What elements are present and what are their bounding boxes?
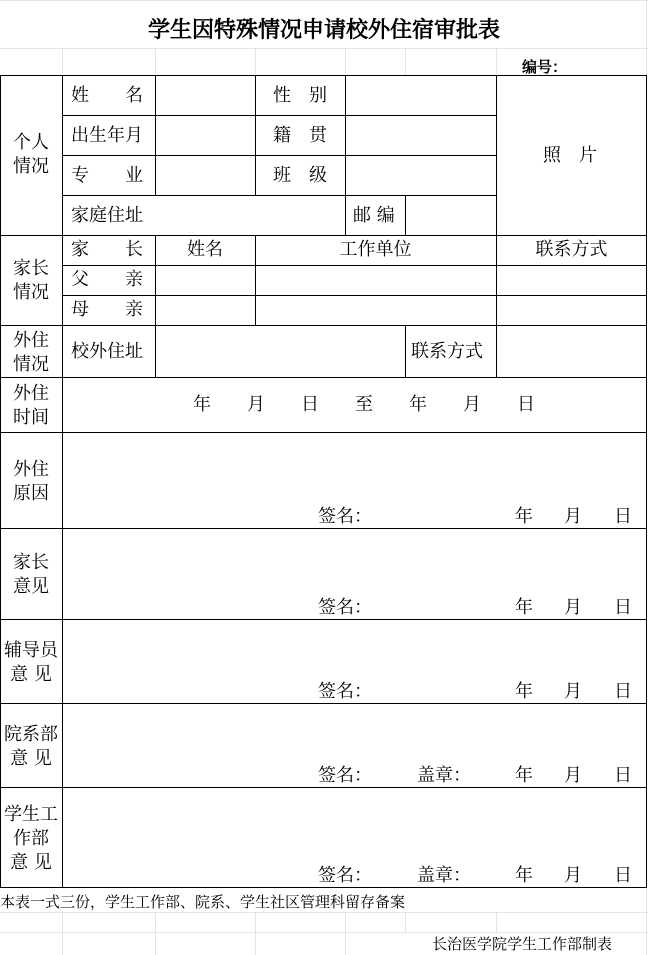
parent-opinion-text-area[interactable]: [63, 529, 646, 595]
office-opinion-text-area[interactable]: [63, 788, 646, 862]
parent-date-year: 年: [515, 597, 533, 618]
label-postcode: 邮 编: [353, 205, 395, 226]
major-field[interactable]: [156, 156, 255, 195]
dept-date-day: 日: [614, 765, 632, 786]
dept-seal-label: 盖章：: [417, 765, 471, 786]
office-seal-label: 盖章：: [417, 865, 471, 886]
reason-sign-label: 签名：: [318, 506, 372, 527]
footer-maker: 长治医学院学生工作部制表: [432, 935, 613, 953]
header-work-unit: 工作单位: [339, 239, 412, 260]
label-major: 专 业: [71, 165, 143, 186]
parent-date-month: 月: [564, 597, 582, 618]
dept-date-year: 年: [515, 765, 533, 786]
serial-number-label: 编号：: [522, 58, 568, 76]
office-date-day: 日: [614, 865, 632, 886]
label-origin: 籍 贯: [273, 125, 327, 146]
label-birth: 出生年月: [71, 125, 143, 146]
label-class: 班 级: [273, 165, 327, 186]
counselor-date-month: 月: [564, 681, 582, 702]
label-gender: 性 别: [273, 85, 327, 106]
section-period: 外住 时间: [13, 383, 49, 428]
reason-date-month: 月: [564, 506, 582, 527]
header-relation: 家 长: [71, 239, 143, 260]
birth-field[interactable]: [156, 116, 255, 155]
footer-note: 本表一式三份，学生工作部、院系、学生社区管理科留存备案: [0, 893, 406, 911]
father-row-fields[interactable]: [156, 266, 646, 295]
section-personal: 个人 情况: [13, 132, 49, 177]
office-date-month: 月: [564, 865, 582, 886]
section-dept-opinion: 院系部 意 见: [4, 724, 58, 769]
section-offcampus: 外住 情况: [13, 330, 49, 375]
label-offcampus-address: 校外住址: [71, 341, 143, 362]
reason-date-year: 年: [515, 506, 533, 527]
reason-date-day: 日: [614, 506, 632, 527]
offcampus-address-field[interactable]: [156, 326, 405, 377]
section-office-opinion: 学生工 作部 意 见: [4, 804, 58, 873]
photo-placeholder: 照 片: [543, 145, 597, 166]
section-parent-opinion: 家长 意见: [13, 552, 49, 597]
counselor-date-day: 日: [614, 681, 632, 702]
counselor-opinion-text-area[interactable]: [63, 620, 646, 680]
class-field[interactable]: [346, 156, 496, 195]
section-reason: 外住 原因: [13, 459, 49, 504]
parent-sign-label: 签名：: [318, 597, 372, 618]
section-counselor-opinion: 辅导员 意 见: [4, 640, 58, 685]
mother-row-fields[interactable]: [156, 296, 646, 325]
parent-date-day: 日: [614, 597, 632, 618]
label-father: 父 亲: [71, 269, 143, 290]
section-parents: 家长 情况: [13, 258, 49, 303]
period-date-range: 年 月 日 至 年 月 日: [193, 394, 535, 415]
name-field[interactable]: [156, 76, 255, 115]
counselor-sign-label: 签名：: [318, 681, 372, 702]
postcode-field[interactable]: [406, 196, 496, 235]
dept-date-month: 月: [564, 765, 582, 786]
office-date-year: 年: [515, 865, 533, 886]
label-offcampus-contact: 联系方式: [411, 341, 483, 362]
header-parent-name: 姓名: [187, 239, 223, 260]
label-mother: 母 亲: [71, 299, 143, 320]
header-parent-contact: 联系方式: [535, 239, 608, 260]
origin-field[interactable]: [346, 116, 496, 155]
label-home-address: 家庭住址: [71, 205, 143, 226]
offcampus-contact-field[interactable]: [497, 326, 646, 377]
home-address-field[interactable]: [156, 196, 345, 235]
reason-text-area[interactable]: [63, 433, 646, 505]
form-title: 学生因特殊情况申请校外住宿审批表: [147, 18, 500, 43]
office-sign-label: 签名：: [318, 865, 372, 886]
counselor-date-year: 年: [515, 681, 533, 702]
dept-sign-label: 签名：: [318, 765, 372, 786]
label-name: 姓 名: [71, 85, 143, 106]
gender-field[interactable]: [346, 76, 496, 115]
dept-opinion-text-area[interactable]: [63, 704, 646, 764]
